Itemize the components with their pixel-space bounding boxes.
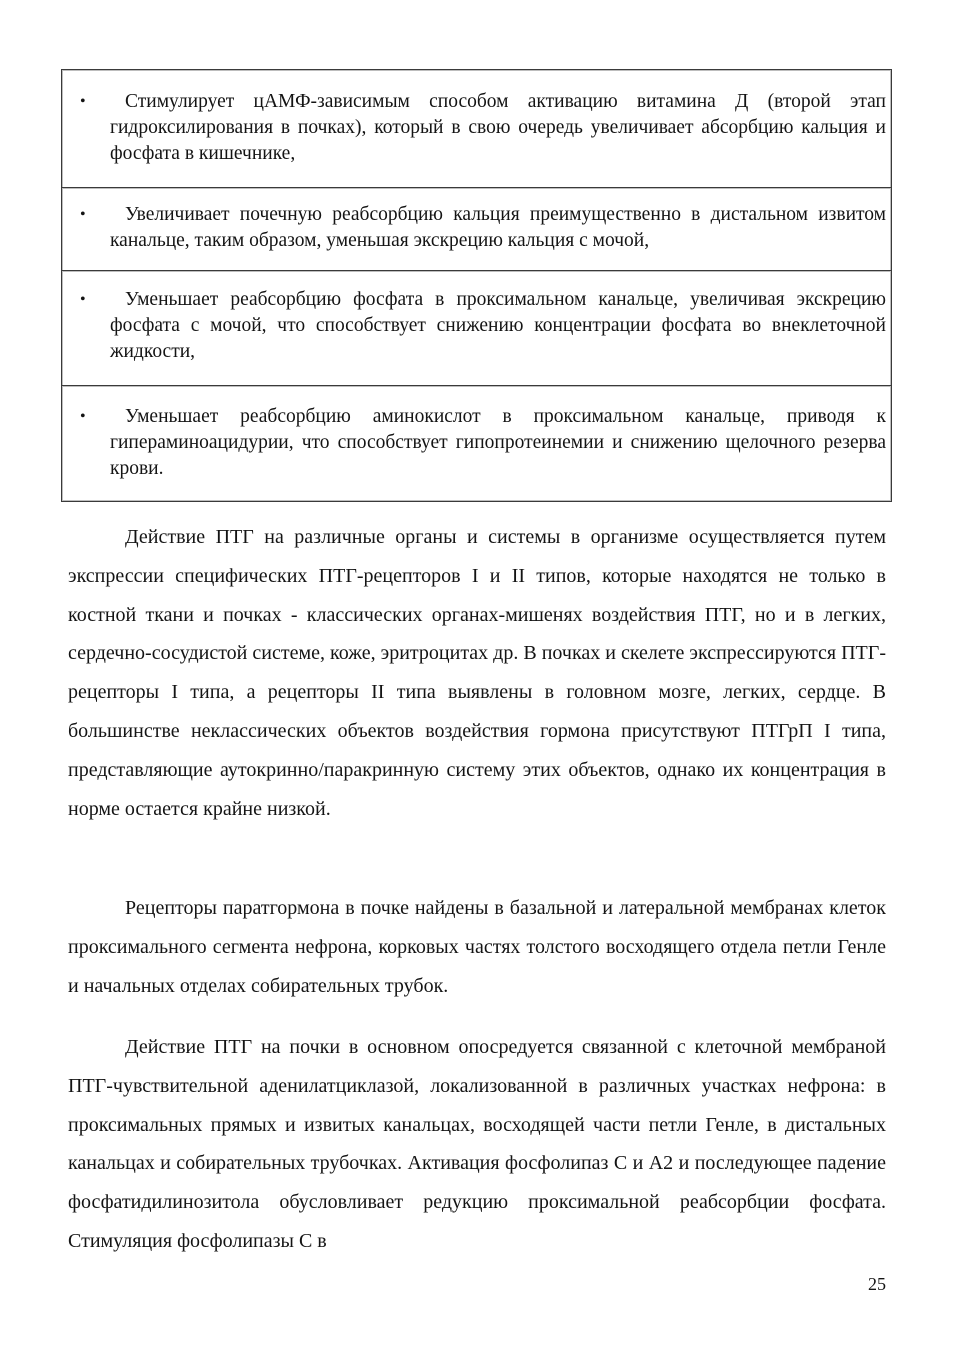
bullet-icon: •: [80, 206, 86, 223]
table-row: [62, 70, 891, 187]
list-item-text: Увеличивает почечную реабсорбцию кальция преимущественно в дистальном извитом канальце, таким образом, уменьшая экскрецию кальция с мочой,: [110, 204, 886, 251]
page-number: 25: [868, 1274, 886, 1294]
list-item-text: Уменьшает реабсорбцию аминокислот в проксимальном канальце, приводя к гипераминоацидурии, что способствует гипопротеинемии и снижению щелочного резерва крови.: [110, 406, 886, 479]
list-item-text: Стимулирует цАМФ-зависимым способом активацию витамина Д (второй этап гидроксилирования в почках), который в свою очередь увеличивает абсорбцию кальция и фосфата в кишечнике,: [110, 91, 886, 164]
table-row: [62, 270, 891, 385]
bullet-icon: •: [80, 291, 86, 308]
table-row: [62, 187, 891, 270]
body-paragraph: Действие ПТГ на почки в основном опосредуется связанной с клеточной мембраной ПТГ-чувствительной аденилатциклазой, локализованной в различных участках нефрона: в проксимальных прямых и извитых канальцах, восходящей части петли Генле, в дистальных канальцах и собирательных трубочках. Активация фосфолипаз С и А2 и последующее падение фосфатидилинозитола обусловливает редукцию проксимальной реабсорбции фосфата. Стимуляция фосфолипазы С в: [68, 1036, 886, 1252]
bullet-table: [61, 69, 892, 502]
list-item-text: Уменьшает реабсорбцию фосфата в проксимальном канальце, увеличивая экскрецию фосфата с мочой, что способствует снижению концентрации фосфата во внеклеточной жидкости,: [110, 289, 886, 362]
table-row: [62, 385, 891, 501]
body-paragraph: Рецепторы паратгормона в почке найдены в базальной и латеральной мембранах клеток проксимального сегмента нефрона, корковых частях толстого восходящего отдела петли Генле и начальных отделах собирательных трубок.: [68, 897, 886, 997]
bullet-icon: •: [80, 93, 86, 110]
bullet-icon: •: [80, 408, 86, 425]
body-paragraph: Действие ПТГ на различные органы и системы в организме осуществляется путем экспрессии специфических ПТГ-рецепторов I и II типов, которые находятся не только в костной ткани и почках - классических органах-мишенях воздействия ПТГ, но и в легких, сердечно-сосудистой системе, коже, эритроцитах др. В почках и скелете экспрессируются ПТГ-рецепторы I типа, а рецепторы II типа выявлены в головном мозге, легких, сердце. В большинстве неклассических объектов воздействия гормона присутствуют ПТГрП I типа, представляющие аутокринно/паракринную систему этих объектов, однако их концентрация в норме остается крайне низкой.: [68, 526, 886, 820]
